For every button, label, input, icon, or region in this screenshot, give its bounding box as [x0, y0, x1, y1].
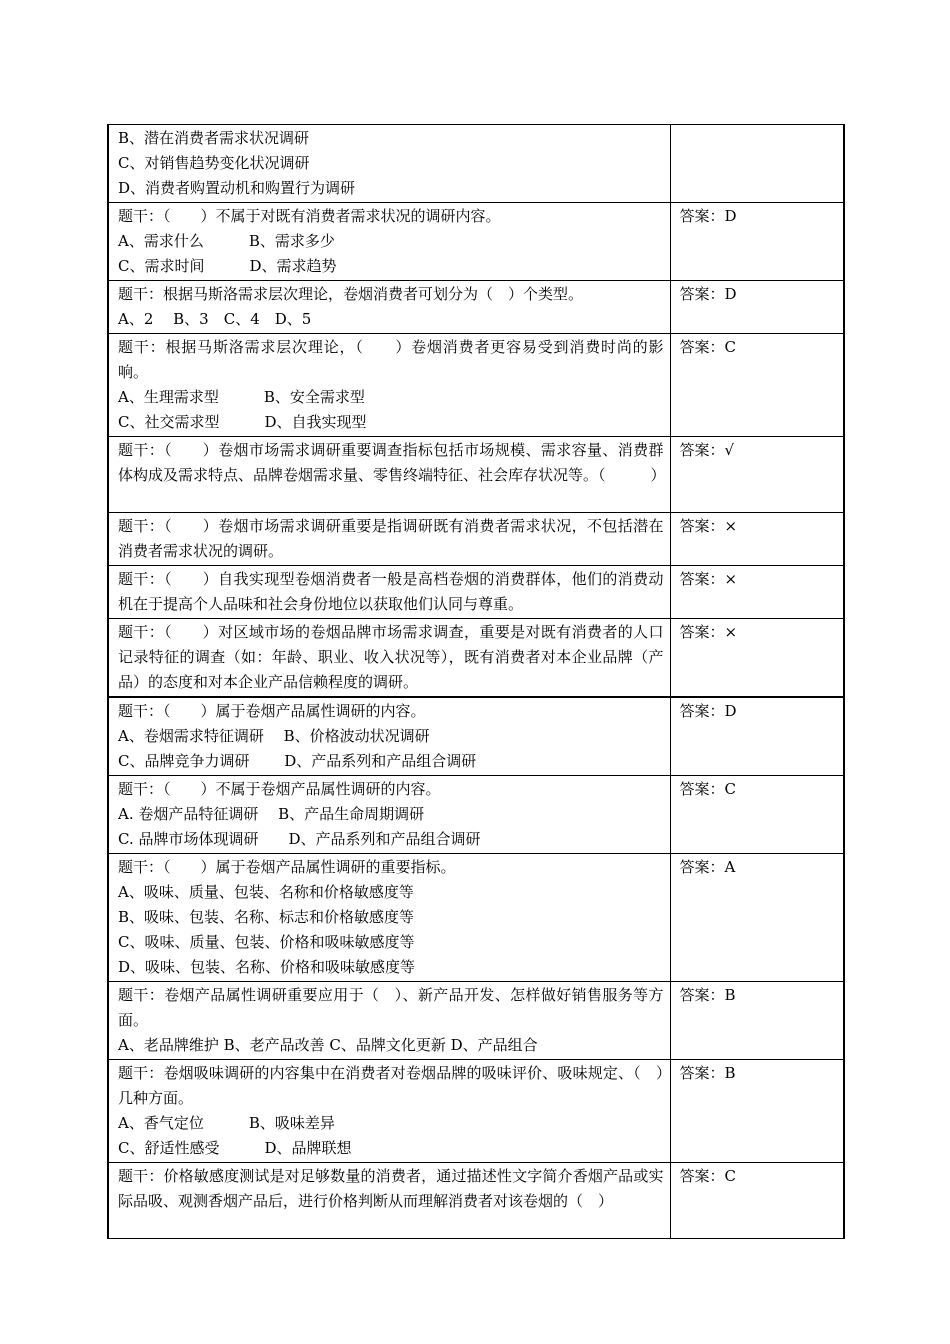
- answer-text: 答案：×: [679, 517, 738, 535]
- question-table-body: [108, 125, 844, 1239]
- question-text-line: 题干：价格敏感度测试是对足够数量的消费者，通过描述性文字简介香烟产品或实际品吸、观测香烟产品后，进行价格判断从而理解消费者对该卷烟的（ ）: [118, 1167, 664, 1210]
- answer-text: 答案：B: [679, 1064, 736, 1082]
- question-row: [108, 334, 844, 437]
- answer-text: 答案：D: [679, 285, 737, 303]
- answer-text: 答案：D: [679, 207, 737, 225]
- question-text-line: A、需求什么 B、需求多少: [118, 232, 335, 250]
- answer-cell: [670, 854, 844, 982]
- question-row: [108, 854, 844, 982]
- answer-text: 答案：B: [679, 986, 736, 1004]
- question-text-line: 题干：卷烟吸味调研的内容集中在消费者对卷烟品牌的吸味评价、吸味规定、（ ）几种方面。: [118, 1064, 664, 1107]
- question-text-line: A、2 B、3 C、4 D、5: [118, 310, 312, 328]
- question-row: [108, 1060, 844, 1163]
- answer-text: 答案：D: [679, 702, 737, 720]
- question-text-line: D、消费者购置动机和购置行为调研: [118, 179, 356, 197]
- answer-cell: [670, 125, 844, 203]
- question-row: [108, 697, 844, 776]
- answer-text: 答案：C: [679, 338, 736, 356]
- question-cell: [108, 619, 670, 698]
- question-cell: [108, 334, 670, 437]
- question-text-line: 题干：（ ）卷烟市场需求调研重要调查指标包括市场规模、需求容量、消费群体构成及需求特点、品牌卷烟需求量、零售终端特征、社会库存状况等。（ ）: [118, 441, 666, 484]
- question-row: [108, 619, 844, 698]
- question-text-line: C、社交需求型 D、自我实现型: [118, 413, 367, 431]
- question-cell: [108, 776, 670, 854]
- question-text-line: 题干：（ ）卷烟市场需求调研重要是指调研既有消费者需求状况，不包括潜在消费者需求状况的调研。: [118, 517, 664, 560]
- question-cell: [108, 1163, 670, 1239]
- question-text-line: B、吸味、包装、名称、标志和价格敏感度等: [118, 908, 415, 926]
- question-text-line: C. 品牌市场体现调研 D、产品系列和产品组合调研: [118, 830, 481, 848]
- answer-cell: [670, 982, 844, 1060]
- question-row: [108, 281, 844, 334]
- question-cell: [108, 1060, 670, 1163]
- answer-text: 答案：C: [679, 780, 736, 798]
- question-row: [108, 203, 844, 281]
- question-row: [108, 566, 844, 619]
- answer-cell: [670, 1163, 844, 1239]
- question-cell: [108, 566, 670, 619]
- question-text-line: 题干：卷烟产品属性调研重要应用于（ ）、新产品开发、怎样做好销售服务等方面。: [118, 986, 664, 1029]
- answer-cell: [670, 203, 844, 281]
- answer-cell: [670, 1060, 844, 1163]
- answer-cell: [670, 697, 844, 776]
- question-cell: [108, 513, 670, 566]
- question-row: [108, 437, 844, 513]
- answer-cell: [670, 776, 844, 854]
- question-text-line: 题干：（ ）对区域市场的卷烟品牌市场需求调查，重要是对既有消费者的人口记录特征的调查（如：年龄、职业、收入状况等），既有消费者对本企业品牌（产品）的态度和对本企业产品信赖程度的调研。: [118, 623, 664, 691]
- question-text-line: 题干：（ ）属于卷烟产品属性调研的内容。: [118, 702, 426, 720]
- answer-text: 答案：×: [679, 623, 738, 641]
- question-text-line: A、卷烟需求特征调研 B、价格波动状况调研: [118, 727, 430, 745]
- answer-cell: [670, 619, 844, 698]
- question-text-line: C、对销售趋势变化状况调研: [118, 154, 310, 172]
- question-row: [108, 125, 844, 203]
- question-row: [108, 982, 844, 1060]
- answer-cell: [670, 437, 844, 513]
- answer-cell: [670, 566, 844, 619]
- answer-text: 答案：×: [679, 570, 738, 588]
- answer-cell: [670, 513, 844, 566]
- question-text-line: 题干：根据马斯洛需求层次理论，（ ）卷烟消费者更容易受到消费时尚的影响。: [118, 338, 664, 381]
- question-text-line: C、吸味、质量、包装、价格和吸味敏感度等: [118, 933, 415, 951]
- question-cell: [108, 854, 670, 982]
- question-table: [107, 124, 845, 1239]
- answer-text: 答案：√: [679, 441, 735, 459]
- answer-cell: [670, 281, 844, 334]
- question-cell: [108, 437, 670, 513]
- question-text-line: C、品牌竞争力调研 D、产品系列和产品组合调研: [118, 752, 477, 770]
- answer-text: 答案：A: [679, 858, 736, 876]
- question-cell: [108, 281, 670, 334]
- question-text-line: A. 卷烟产品特征调研 B、产品生命周期调研: [118, 805, 425, 823]
- question-cell: [108, 982, 670, 1060]
- question-text-line: C、需求时间 D、需求趋势: [118, 257, 337, 275]
- question-text-line: A、吸味、质量、包装、名称和价格敏感度等: [118, 883, 414, 901]
- question-cell: [108, 203, 670, 281]
- question-text-line: 题干：（ ）不属于卷烟产品属性调研的内容。: [118, 780, 441, 798]
- answer-text: 答案：C: [679, 1167, 736, 1185]
- question-text-line: 题干：（ ）不属于对既有消费者需求状况的调研内容。: [118, 207, 501, 225]
- question-text-line: 题干：根据马斯洛需求层次理论，卷烟消费者可划分为（ ）个类型。: [118, 285, 584, 303]
- question-text-line: A、生理需求型 B、安全需求型: [118, 388, 365, 406]
- question-cell: [108, 125, 670, 203]
- question-text-line: B、潜在消费者需求状况调研: [118, 129, 310, 147]
- answer-cell: [670, 334, 844, 437]
- question-text-line: A、香气定位 B、吸味差异: [118, 1114, 335, 1132]
- question-text-line: 题干：（ ）属于卷烟产品属性调研的重要指标。: [118, 858, 456, 876]
- question-row: [108, 513, 844, 566]
- question-text-line: A、老品牌维护 B、老产品改善 C、品牌文化更新 D、产品组合: [118, 1036, 538, 1054]
- question-cell: [108, 697, 670, 776]
- question-text-line: C、舒适性感受 D、品牌联想: [118, 1139, 352, 1157]
- question-text-line: D、吸味、包装、名称、价格和吸味敏感度等: [118, 958, 416, 976]
- question-row: [108, 776, 844, 854]
- question-text-line: 题干：（ ）自我实现型卷烟消费者一般是高档卷烟的消费群体，他们的消费动机在于提高个人品味和社会身份地位以获取他们认同与尊重。: [118, 570, 664, 613]
- question-row: [108, 1163, 844, 1239]
